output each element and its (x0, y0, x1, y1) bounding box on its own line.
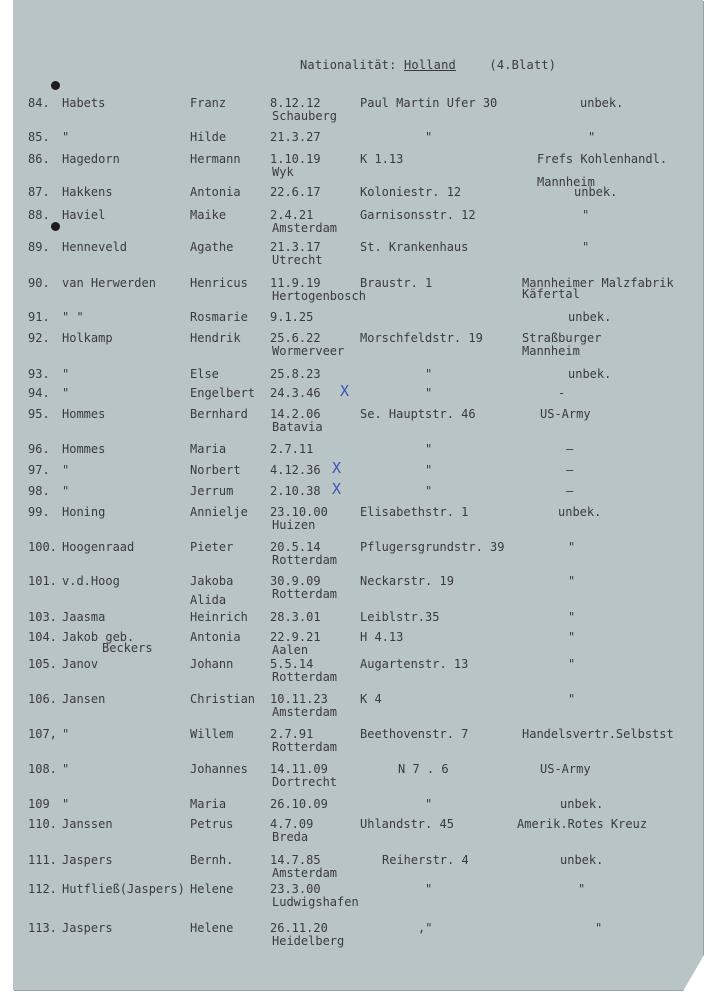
address: Koloniestr. 12 (360, 185, 462, 199)
surname: Honing (62, 505, 106, 519)
occupation: unbek. (560, 853, 604, 867)
birth-place: Amsterdam (272, 866, 338, 880)
birth-date: 11.9.19 (270, 276, 321, 290)
first-name: Hilde (190, 130, 227, 144)
first-name: Johann (190, 657, 234, 671)
surname: Jakob geb. (62, 630, 135, 644)
surname: Jaasma (62, 610, 106, 624)
birth-date: 24.3.46 (270, 386, 321, 400)
birth-date: 2.7.11 (270, 442, 314, 456)
entry-number: 97. (28, 463, 50, 477)
header-country: Holland (403, 58, 456, 72)
birth-place: Ludwigshafen (272, 895, 359, 909)
first-name: Henricus (190, 276, 248, 290)
address: " (425, 386, 433, 400)
birth-date: 14.11.09 (270, 762, 328, 776)
birth-place: Hertogenbosch (272, 289, 366, 303)
handwritten-x-mark: X (332, 459, 342, 477)
entry-number: 108. (28, 762, 57, 776)
birth-place: Aalen (272, 643, 309, 657)
surname: Holkamp (62, 331, 113, 345)
first-name-line2: Alida (190, 593, 227, 607)
entry-number: 107, (28, 727, 57, 741)
first-name: Franz (190, 96, 227, 110)
entry-number: 86. (28, 152, 50, 166)
first-name: Antonia (190, 185, 241, 199)
first-name: Annielje (190, 505, 248, 519)
first-name: Bernhard (190, 407, 248, 421)
occupation: " (568, 574, 576, 588)
birth-place: Rotterdam (272, 670, 338, 684)
occupation: " (568, 610, 576, 624)
birth-date: 23.10.00 (270, 505, 328, 519)
surname: Hommes (62, 407, 106, 421)
occupation: " (568, 630, 576, 644)
birth-date: 14.7.85 (270, 853, 321, 867)
entry-number: 89. (28, 240, 50, 254)
register-entry (0, 882, 715, 922)
first-name: Heinrich (190, 610, 248, 624)
birth-date: 1.10.19 (270, 152, 321, 166)
first-name: Agathe (190, 240, 234, 254)
occupation: " (568, 657, 576, 671)
birth-date: 20.5.14 (270, 540, 321, 554)
register-entry (0, 692, 715, 732)
birth-place: Amsterdam (272, 221, 338, 235)
address: ," (418, 921, 433, 935)
address: St. Krankenhaus (360, 240, 469, 254)
address: K 4 (360, 692, 382, 706)
entry-number: 101. (28, 574, 57, 588)
occupation: unbek. (558, 505, 602, 519)
surname: " (62, 797, 70, 811)
surname: Hagedorn (62, 152, 120, 166)
entry-number: 113. (28, 921, 57, 935)
birth-place: Wyk (272, 165, 294, 179)
entry-number: 104. (28, 630, 57, 644)
birth-place: Dortrecht (272, 775, 338, 789)
birth-date: 21.3.27 (270, 130, 321, 144)
register-entry (0, 574, 715, 614)
occupation: unbek. (580, 96, 624, 110)
first-name: Norbert (190, 463, 241, 477)
occupation: " (568, 692, 576, 706)
surname: " (62, 463, 70, 477)
birth-date: 21.3.17 (270, 240, 321, 254)
birth-place: Amsterdam (272, 705, 338, 719)
occupation: " (582, 208, 590, 222)
address: Beethovenstr. 7 (360, 727, 469, 741)
entry-number: 91. (28, 310, 50, 324)
entry-number: 106. (28, 692, 57, 706)
first-name: Engelbert (190, 386, 256, 400)
entry-number: 87. (28, 185, 50, 199)
first-name: Helene (190, 882, 234, 896)
first-name: Else (190, 367, 219, 381)
address: H 4.13 (360, 630, 404, 644)
occupation: US-Army (540, 407, 591, 421)
entry-number: 100. (28, 540, 57, 554)
entry-number: 92. (28, 331, 50, 345)
entry-number: 95. (28, 407, 50, 421)
occupation: " (588, 130, 596, 144)
first-name: Johannes (190, 762, 248, 776)
entry-number: 109 (28, 797, 50, 811)
address: Paul Martin Ufer 30 (360, 96, 498, 110)
birth-date: 10.11.23 (270, 692, 328, 706)
address: Elisabethstr. 1 (360, 505, 469, 519)
address: Pflugersgrundstr. 39 (360, 540, 505, 554)
first-name: Antonia (190, 630, 241, 644)
address: " (425, 442, 433, 456)
birth-date: 9.1.25 (270, 310, 314, 324)
first-name: Christian (190, 692, 256, 706)
address: Uhlandstr. 45 (360, 817, 454, 831)
address: " (425, 463, 433, 477)
entry-number: 94. (28, 386, 50, 400)
address: Braustr. 1 (360, 276, 433, 290)
first-name: Maike (190, 208, 227, 222)
occupation: " (582, 240, 590, 254)
first-name: Willem (190, 727, 234, 741)
entry-number: 90. (28, 276, 50, 290)
birth-place: Heidelberg (272, 934, 345, 948)
occupation-line2: Käfertal (522, 287, 580, 301)
first-name: Jerrum (190, 484, 234, 498)
surname: Habets (62, 96, 106, 110)
occupation: — (566, 442, 574, 456)
birth-date: 28.3.01 (270, 610, 321, 624)
entry-number: 98. (28, 484, 50, 498)
surname-line2: Beckers (102, 641, 153, 655)
first-name: Rosmarie (190, 310, 248, 324)
birth-date: 2.7.91 (270, 727, 314, 741)
surname: Jaspers (62, 921, 113, 935)
birth-date: 4.12.36 (270, 463, 321, 477)
register-entry (0, 331, 715, 371)
entry-number: 96. (28, 442, 50, 456)
occupation: Straßburger (522, 331, 602, 345)
register-entry (0, 407, 715, 447)
occupation: Frefs Kohlenhandl. (537, 152, 668, 166)
birth-date: 2.10.38 (270, 484, 321, 498)
entry-number: 93. (28, 367, 50, 381)
punch-hole (51, 81, 60, 90)
occupation-line2: Mannheim (522, 344, 580, 358)
birth-date: 22.9.21 (270, 630, 321, 644)
occupation: " (578, 882, 586, 896)
address: Garnisonsstr. 12 (360, 208, 476, 222)
entry-number: 85. (28, 130, 50, 144)
occupation: unbek. (568, 367, 612, 381)
occupation: " (568, 540, 576, 554)
birth-place: Wormerveer (272, 344, 345, 358)
surname: " " (62, 310, 84, 324)
register-entry (0, 817, 715, 857)
register-entry (0, 505, 715, 545)
handwritten-x-mark: X (340, 382, 350, 400)
birth-date: 26.11.20 (270, 921, 328, 935)
surname: " (62, 386, 70, 400)
birth-place: Rotterdam (272, 740, 338, 754)
birth-place: Batavia (272, 420, 323, 434)
entry-number: 110. (28, 817, 57, 831)
occupation-line2: Mannheim (537, 175, 595, 189)
occupation: Amerik.Rotes Kreuz (517, 817, 648, 831)
address: Neckarstr. 19 (360, 574, 454, 588)
entry-number: 88. (28, 208, 50, 222)
entry-number: 112. (28, 882, 57, 896)
surname: Jansen (62, 692, 106, 706)
occupation: US-Army (540, 762, 591, 776)
surname: Hakkens (62, 185, 113, 199)
birth-place: Huizen (272, 518, 316, 532)
birth-date: 5.5.14 (270, 657, 314, 671)
birth-date: 25.8.23 (270, 367, 321, 381)
header-sheet-number: (4.Blatt) (489, 58, 557, 72)
first-name: Maria (190, 797, 227, 811)
occupation: unbek. (574, 185, 618, 199)
birth-place: Rotterdam (272, 587, 338, 601)
surname: Hommes (62, 442, 106, 456)
first-name: Hendrik (190, 331, 241, 345)
entry-number: 103. (28, 610, 57, 624)
birth-place: Rotterdam (272, 553, 338, 567)
register-entry (0, 240, 715, 280)
birth-date: 4.7.09 (270, 817, 314, 831)
entry-number: 84. (28, 96, 50, 110)
entry-number: 99. (28, 505, 50, 519)
occupation: — (566, 484, 574, 498)
handwritten-x-mark: X (332, 480, 342, 498)
address: " (425, 130, 433, 144)
address: K 1.13 (360, 152, 404, 166)
birth-date: 23.3.00 (270, 882, 321, 896)
first-name: Helene (190, 921, 234, 935)
surname: Janssen (62, 817, 113, 831)
first-name: Hermann (190, 152, 241, 166)
occupation: " (595, 921, 603, 935)
first-name: Petrus (190, 817, 234, 831)
address: " (425, 797, 433, 811)
surname: van Herwerden (62, 276, 156, 290)
register-entry (0, 921, 715, 961)
surname: " (62, 130, 70, 144)
occupation: Handelsvertr.Selbstst (522, 727, 674, 741)
surname: " (62, 762, 70, 776)
address: " (425, 882, 433, 896)
occupation: unbek. (568, 310, 612, 324)
entry-number: 105. (28, 657, 57, 671)
first-name: Jakoba (190, 574, 234, 588)
register-entry (0, 762, 715, 802)
birth-date: 2.4.21 (270, 208, 314, 222)
surname: Janov (62, 657, 99, 671)
surname: Jaspers (62, 853, 113, 867)
birth-place: Schauberg (272, 109, 338, 123)
surname: v.d.Hoog (62, 574, 120, 588)
surname: " (62, 727, 70, 741)
surname: Hoogenraad (62, 540, 135, 554)
page-header (300, 58, 556, 72)
address: " (425, 484, 433, 498)
surname: Hutfließ(Jaspers) (62, 882, 185, 896)
header-label: Nationalität: (300, 58, 397, 72)
first-name: Maria (190, 442, 227, 456)
occupation: — (566, 463, 574, 477)
address: " (425, 367, 433, 381)
occupation: unbek. (560, 797, 604, 811)
birth-date: 25.6.22 (270, 331, 321, 345)
first-name: Bernh. (190, 853, 234, 867)
register-entry (0, 727, 715, 767)
surname: " (62, 484, 70, 498)
birth-date: 26.10.09 (270, 797, 328, 811)
surname: " (62, 367, 70, 381)
birth-date: 8.12.12 (270, 96, 321, 110)
register-entry (0, 657, 715, 697)
entry-number: 111. (28, 853, 57, 867)
birth-place: Breda (272, 830, 309, 844)
occupation: - (558, 386, 566, 400)
surname: Henneveld (62, 240, 128, 254)
first-name: Pieter (190, 540, 234, 554)
birth-date: 30.9.09 (270, 574, 321, 588)
birth-date: 22.6.17 (270, 185, 321, 199)
address: N 7 . 6 (398, 762, 449, 776)
address: Se. Hauptstr. 46 (360, 407, 476, 421)
occupation: Mannheimer Malzfabrik (522, 276, 674, 290)
surname: Haviel (62, 208, 106, 222)
address: Morschfeldstr. 19 (360, 331, 483, 345)
birth-place: Utrecht (272, 253, 323, 267)
address: Reiherstr. 4 (382, 853, 469, 867)
address: Leiblstr.35 (360, 610, 440, 624)
address: Augartenstr. 13 (360, 657, 469, 671)
birth-date: 14.2.06 (270, 407, 321, 421)
